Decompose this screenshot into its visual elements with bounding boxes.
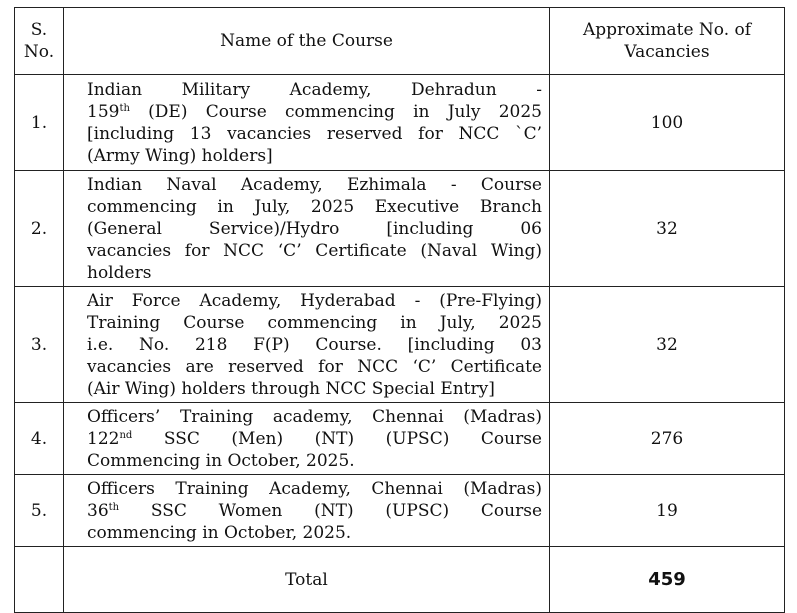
course-line-text: 159 [87, 102, 120, 122]
header-vacancies [550, 8, 785, 75]
course-line [87, 378, 542, 400]
course-line [87, 428, 542, 450]
course-line [87, 196, 542, 218]
course-line [87, 450, 542, 472]
course-line-text: (Air Wing) holders through NCC Special Entry] [87, 379, 495, 399]
table-body [15, 75, 785, 547]
row-serial-number: 3. [15, 287, 64, 403]
course-line [87, 522, 542, 544]
course-line [87, 290, 542, 312]
course-line-text: Air Force Academy, Hyderabad - (Pre-Flying) [87, 291, 542, 311]
course-line [87, 356, 542, 378]
course-line-text-cont: SSC Women (NT) (UPSC) Course [119, 501, 542, 521]
row-course-name [64, 403, 550, 475]
course-line-text: Training Course commencing in July, 2025 [87, 313, 542, 333]
table-row [15, 403, 785, 475]
header-vacancies-line1: Approximate No. of [582, 20, 752, 40]
table-row [15, 75, 785, 171]
course-ordinal-suffix: th [119, 103, 130, 114]
course-line [87, 101, 542, 123]
course-line-text: i.e. No. 218 F(P) Course. [including 03 [87, 335, 542, 355]
header-course-name: Name of the Course [64, 8, 550, 75]
total-label: Total [64, 547, 550, 613]
course-line-text: Indian Military Academy, Dehradun - [87, 80, 542, 100]
course-line-text: vacancies are reserved for NCC ‘C’ Certificate [87, 357, 542, 377]
course-ordinal-suffix: nd [119, 430, 133, 441]
row-course-name [64, 287, 550, 403]
course-line-text: Indian Naval Academy, Ezhimala - Course [87, 175, 542, 195]
header-sno [15, 8, 64, 75]
total-empty-cell [15, 547, 64, 613]
header-vacancies-line2: Vacancies [624, 42, 710, 62]
table-row [15, 475, 785, 547]
row-serial-number: 1. [15, 75, 64, 171]
course-line-text: [including 13 vacancies reserved for NCC `C’ [87, 124, 542, 144]
course-line-text-cont: (DE) Course commencing in July 2025 [129, 102, 542, 122]
course-ordinal-suffix: th [108, 502, 120, 513]
course-line-text: commencing in July, 2025 Executive Branch [87, 197, 542, 217]
header-sno-line2: No. [23, 42, 55, 62]
course-line-text: Commencing in October, 2025. [87, 451, 355, 471]
vacancies-table [14, 7, 785, 613]
course-line-text: Officers’ Training academy, Chennai (Madras) [87, 407, 542, 427]
header-sno-line1: S. [30, 20, 48, 40]
course-line [87, 262, 542, 284]
course-line [87, 145, 542, 167]
row-course-name [64, 75, 550, 171]
course-line [87, 334, 542, 356]
row-vacancies: 32 [550, 287, 785, 403]
row-course-name [64, 475, 550, 547]
course-line [87, 218, 542, 240]
row-vacancies: 19 [550, 475, 785, 547]
row-vacancies: 100 [550, 75, 785, 171]
table-row [15, 171, 785, 287]
course-line [87, 123, 542, 145]
row-vacancies: 32 [550, 171, 785, 287]
course-line [87, 79, 542, 101]
header-row [15, 8, 785, 75]
course-line-text-cont: SSC (Men) (NT) (UPSC) Course [132, 429, 542, 449]
course-line [87, 500, 542, 522]
course-line-text: (General Service)/Hydro [including 06 [87, 219, 542, 239]
course-line-text: vacancies for NCC ‘C’ Certificate (Naval Wing) [87, 241, 542, 261]
course-line-text: (Army Wing) holders] [87, 146, 273, 166]
course-line-text: 122 [87, 429, 120, 449]
row-course-name [64, 171, 550, 287]
course-line-text: 36 [87, 501, 109, 521]
course-line-text: Officers Training Academy, Chennai (Madras) [87, 479, 542, 499]
table-row [15, 287, 785, 403]
course-line [87, 312, 542, 334]
row-serial-number: 5. [15, 475, 64, 547]
course-line [87, 240, 542, 262]
course-line-text: commencing in October, 2025. [87, 523, 352, 543]
row-serial-number: 2. [15, 171, 64, 287]
row-serial-number: 4. [15, 403, 64, 475]
total-row [15, 547, 785, 613]
row-vacancies: 276 [550, 403, 785, 475]
course-line [87, 174, 542, 196]
total-value: 459 [550, 547, 785, 613]
course-line [87, 478, 542, 500]
course-line [87, 406, 542, 428]
course-line-text: holders [87, 263, 152, 283]
